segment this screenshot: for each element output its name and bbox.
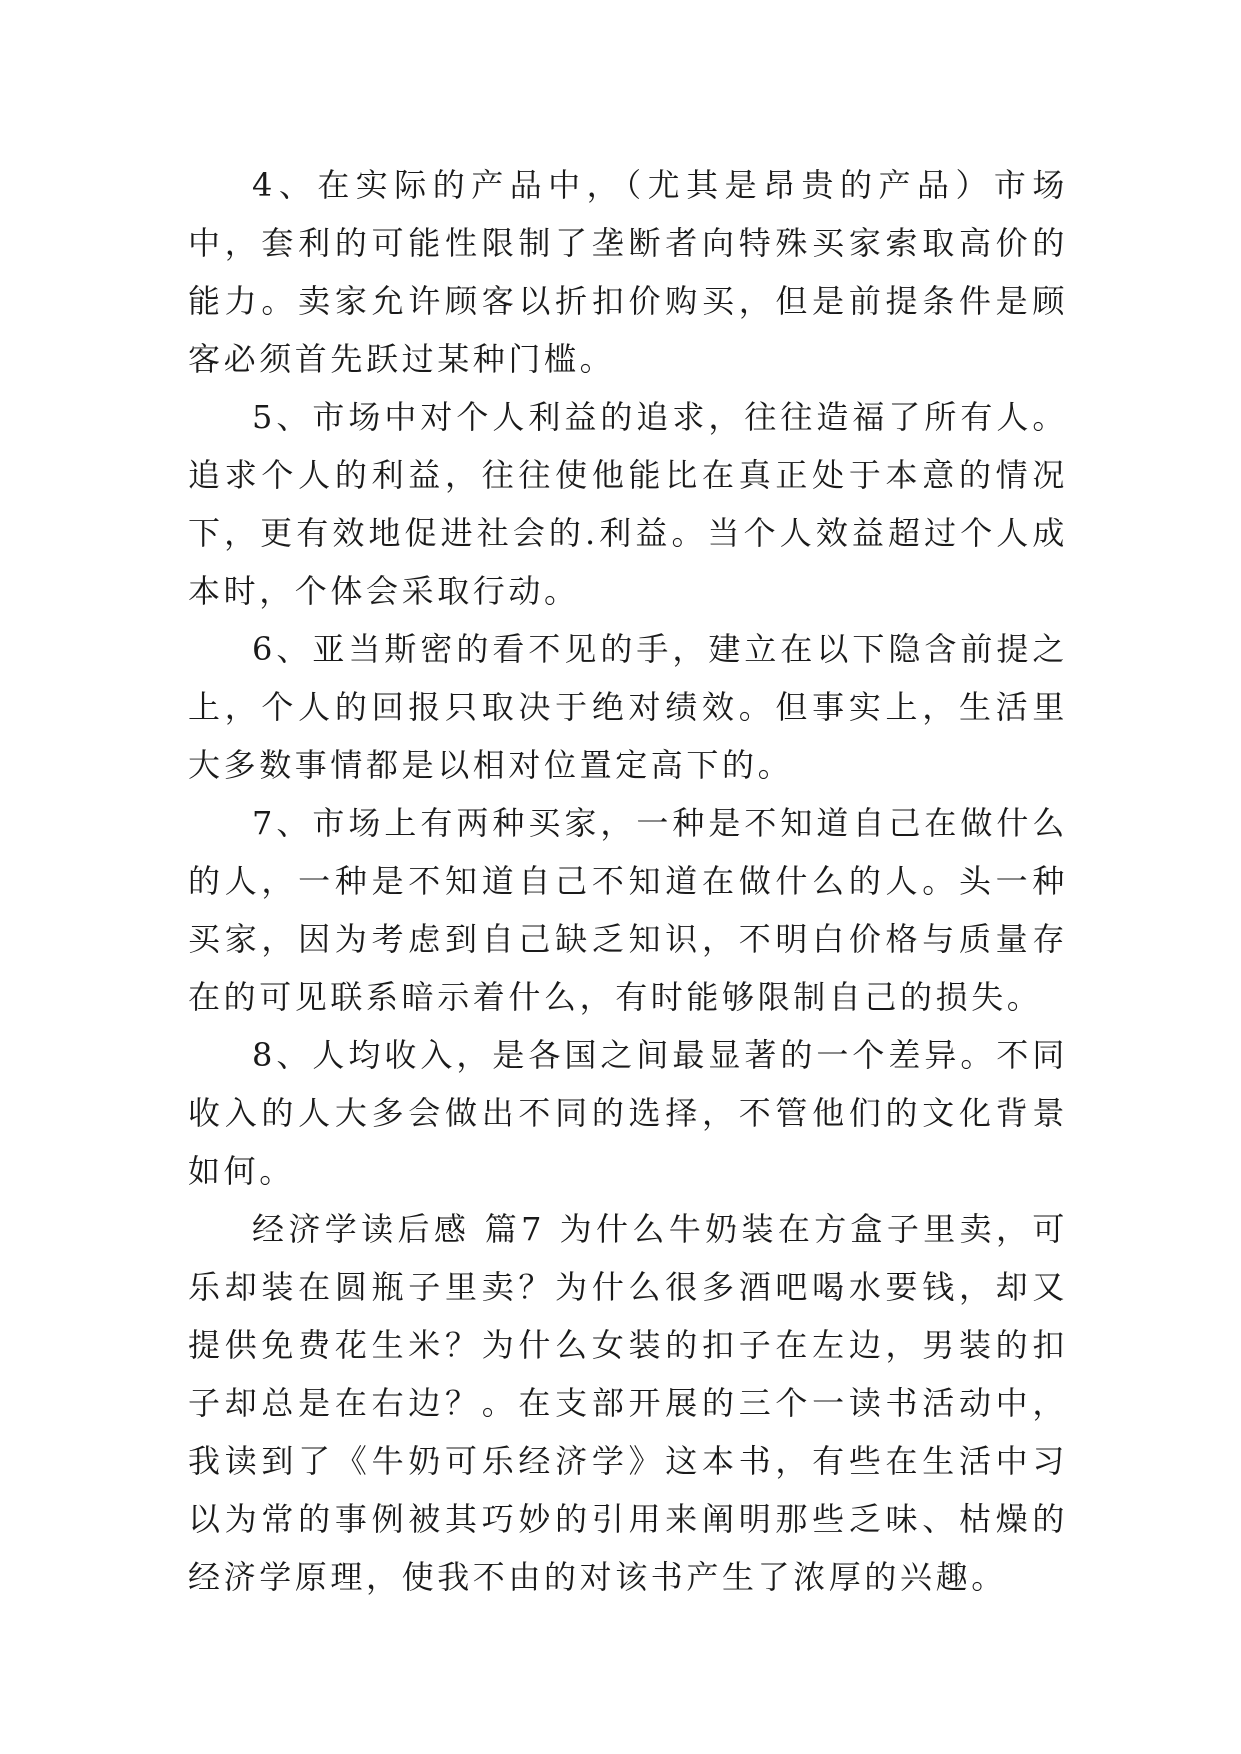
document-body <box>188 156 1068 1606</box>
paragraph-8: 8、人均收入，是各国之间最显著的一个差异。不同收入的人大多会做出不同的选择，不管他们的文化背景如何。 <box>188 1036 1068 1190</box>
paragraph-7: 7、市场上有两种买家，一种是不知道自己在做什么的人，一种是不知道自己不知道在做什么的人。头一种买家，因为考虑到自己缺乏知识，不明白价格与质量存在的可见联系暗示着什么，有时能够限制自己的损失。 <box>188 804 1068 1016</box>
paragraph-6: 6、亚当斯密的看不见的手，建立在以下隐含前提之上，个人的回报只取决于绝对绩效。但事实上，生活里大多数事情都是以相对位置定高下的。 <box>188 630 1068 784</box>
paragraph-5: 5、市场中对个人利益的追求，往往造福了所有人。追求个人的利益，往往使他能比在真正处于本意的情况下，更有效地促进社会的.利益。当个人效益超过个人成本时，个体会采取行动。 <box>188 398 1068 610</box>
paragraph-article-7: 经济学读后感 篇7 为什么牛奶装在方盒子里卖，可乐却装在圆瓶子里卖？为什么很多酒吧喝水要钱，却又提供免费花生米？为什么女装的扣子在左边，男装的扣子却总是在右边？。在支部开展的三个一读书活动中，我读到了《牛奶可乐经济学》这本书，有些在生活中习以为常的事例被其巧妙的引用来阐明那些乏味、枯燥的经济学原理，使我不由的对该书产生了浓厚的兴趣。 <box>188 1210 1068 1596</box>
paragraph-4: 4、在实际的产品中，（尤其是昂贵的产品）市场中，套利的可能性限制了垄断者向特殊买家索取高价的能力。卖家允许顾客以折扣价购买，但是前提条件是顾客必须首先跃过某种门槛。 <box>188 166 1068 378</box>
